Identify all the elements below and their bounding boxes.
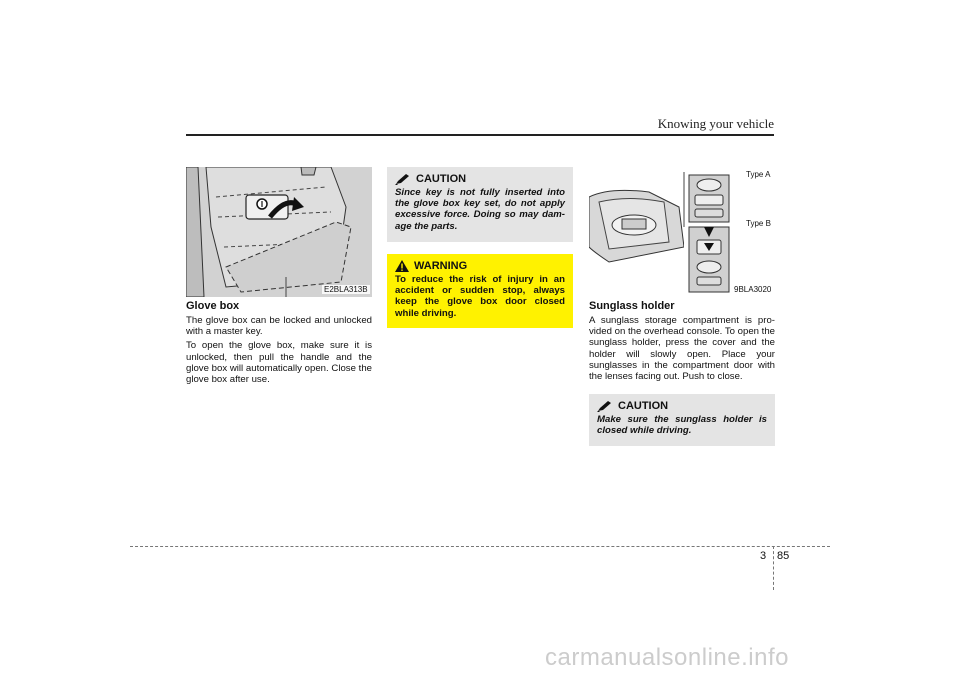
sunglass-holder-body: A sunglass storage compartment is pro-vided on the overhead console. To open the sunglass holder, press the cover and the holder will slowly open. Place your sunglasses in the compartment door with the lenses facing out. Push to close. (589, 315, 775, 383)
caution-box-key (387, 167, 573, 242)
warning-text: To reduce the risk of injury in an accident or sudden stop, always keep the glove box door closed while driving. (395, 274, 565, 319)
sunglass-holder-heading: Sunglass holder (589, 300, 675, 312)
caution-sunglass-text: Make sure the sunglass holder is closed while driving. (597, 414, 767, 437)
header-rule (186, 134, 774, 136)
caution-sunglass-title: CAUTION (618, 400, 669, 412)
glove-box-paragraph-2: To open the glove box, make sure it is unlocked, then pull the handle and the glove box will automatically open. Close the glove box after use. (186, 340, 372, 386)
page-number: 85 (777, 550, 790, 562)
footer-vertical-rule (773, 546, 774, 590)
warning-box (387, 254, 573, 328)
caution-pencil-icon (597, 400, 613, 412)
section-title: Knowing your vehicle (657, 116, 774, 131)
sunglass-holder-illustration (589, 167, 775, 297)
glove-box-body (186, 315, 372, 388)
caution-sunglass-title-row (597, 400, 767, 412)
glove-box-heading: Glove box (186, 300, 240, 312)
warning-triangle-icon (395, 260, 409, 272)
warning-title-row (395, 260, 565, 272)
glove-box-figure (186, 167, 372, 297)
footer-rule (130, 546, 830, 547)
sunglass-figure-code: 9BLA3020 (734, 285, 772, 294)
glove-box-illustration (186, 167, 372, 297)
caution-text: Since key is not fully inserted into the glove box key set, do not apply excessive force. Doing so may dam-age the parts. (395, 187, 565, 232)
caution-pencil-icon (395, 173, 411, 185)
caution-title-row (395, 173, 565, 185)
type-b-label: Type B (746, 219, 771, 228)
type-a-label: Type A (746, 170, 771, 179)
warning-title: WARNING (414, 260, 468, 272)
glove-box-paragraph-1: The glove box can be locked and unlocked with a master key. (186, 315, 372, 338)
sunglass-holder-figure (589, 167, 775, 297)
watermark: carmanualsonline.info (545, 644, 789, 671)
chapter-number: 3 (760, 550, 767, 562)
caution-box-sunglass (589, 394, 775, 446)
caution-title: CAUTION (416, 173, 467, 185)
glove-box-figure-code: E2BLA313B (324, 285, 368, 294)
